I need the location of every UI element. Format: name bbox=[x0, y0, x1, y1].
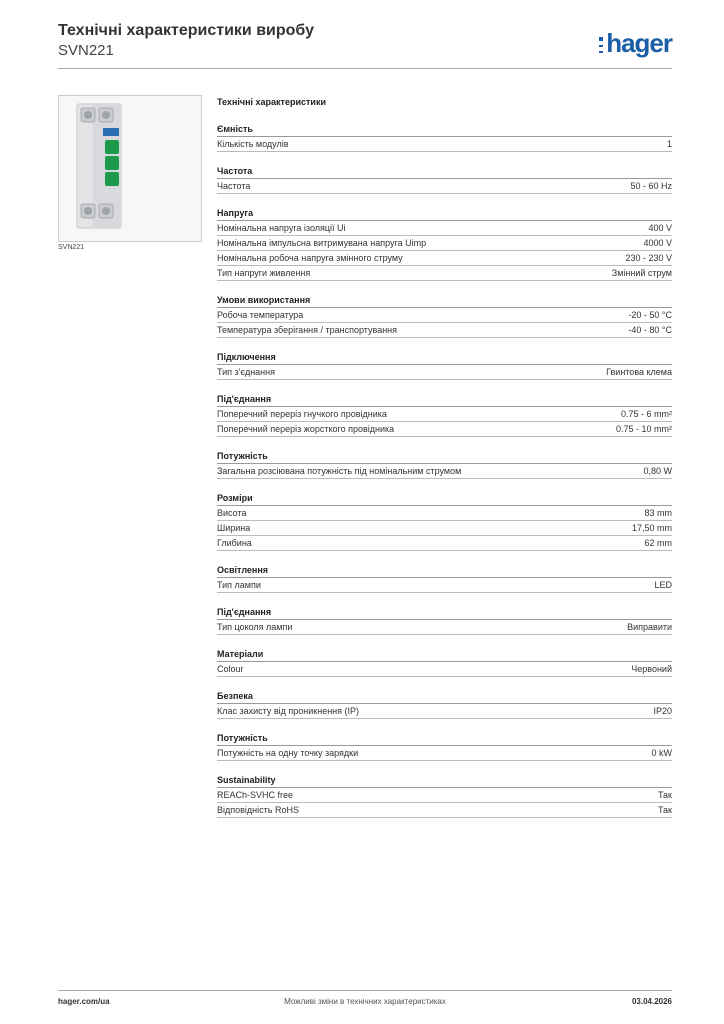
spec-row bbox=[217, 464, 672, 479]
spec-label: Загальна розсіювана потужність під номінальним струмом bbox=[217, 466, 462, 476]
spec-group bbox=[217, 774, 672, 818]
spec-row bbox=[217, 578, 672, 593]
spec-label: Ширина bbox=[217, 523, 251, 533]
spec-value: 0.75 - 10 mm² bbox=[615, 424, 672, 434]
spec-row bbox=[217, 620, 672, 635]
spec-value: 50 - 60 Hz bbox=[630, 181, 672, 191]
spec-label: Номінальна робоча напруга змінного струму bbox=[217, 253, 403, 263]
spec-row bbox=[217, 179, 672, 194]
spec-group bbox=[217, 351, 672, 380]
footer-website-link[interactable]: hager.com/ua bbox=[58, 997, 110, 1006]
spec-row bbox=[217, 407, 672, 422]
spec-group-title: Матеріали bbox=[217, 648, 672, 662]
header-divider bbox=[58, 68, 672, 69]
spec-row bbox=[217, 251, 672, 266]
spec-group bbox=[217, 690, 672, 719]
spec-value: 83 mm bbox=[644, 508, 672, 518]
product-image bbox=[58, 95, 202, 242]
spec-label: Робоча температура bbox=[217, 310, 304, 320]
spec-group-title: Sustainability bbox=[217, 774, 672, 788]
specs-title: Технічні характеристики bbox=[217, 97, 326, 107]
spec-group bbox=[217, 294, 672, 338]
spec-value: 4000 V bbox=[643, 238, 672, 248]
spec-row bbox=[217, 323, 672, 338]
spec-row bbox=[217, 803, 672, 818]
spec-label: Потужність на одну точку зарядки bbox=[217, 748, 359, 758]
spec-group-title: Підключення bbox=[217, 351, 672, 365]
spec-group-title: Ємність bbox=[217, 123, 672, 137]
spec-group bbox=[217, 450, 672, 479]
spec-group bbox=[217, 732, 672, 761]
spec-row bbox=[217, 662, 672, 677]
spec-group-title: Безпека bbox=[217, 690, 672, 704]
page-header bbox=[58, 22, 672, 60]
spec-value: 17,50 mm bbox=[631, 523, 672, 533]
spec-value: 400 V bbox=[648, 223, 672, 233]
spec-label: Тип лампи bbox=[217, 580, 261, 590]
spec-label: Частота bbox=[217, 181, 251, 191]
hager-logo bbox=[599, 28, 672, 58]
spec-value: IP20 bbox=[653, 706, 672, 716]
spec-row bbox=[217, 422, 672, 437]
spec-group bbox=[217, 564, 672, 593]
spec-row bbox=[217, 704, 672, 719]
page-title: Технічні характеристики виробу bbox=[58, 22, 314, 39]
spec-group-title: Потужність bbox=[217, 450, 672, 464]
spec-row bbox=[217, 221, 672, 236]
spec-value: -20 - 50 °C bbox=[628, 310, 672, 320]
spec-group bbox=[217, 492, 672, 551]
spec-value: Гвинтова клема bbox=[606, 367, 672, 377]
spec-group bbox=[217, 207, 672, 281]
spec-row bbox=[217, 521, 672, 536]
spec-group-title: Потужність bbox=[217, 732, 672, 746]
spec-row bbox=[217, 236, 672, 251]
spec-value: 0.75 - 6 mm² bbox=[620, 409, 672, 419]
footer-disclaimer: Можливі зміни в технічних характеристиках bbox=[284, 997, 446, 1006]
spec-value: -40 - 80 °C bbox=[628, 325, 672, 335]
spec-group-title: Під'єднання bbox=[217, 393, 672, 407]
spec-label: Відповідність RoHS bbox=[217, 805, 299, 815]
spec-value: Змінний струм bbox=[611, 268, 672, 278]
spec-group-title: Освітлення bbox=[217, 564, 672, 578]
spec-label: Поперечний переріз жорсткого провідника bbox=[217, 424, 395, 434]
spec-label: Номінальна напруга ізоляції Ui bbox=[217, 223, 346, 233]
spec-label: Кількість модулів bbox=[217, 139, 289, 149]
spec-row bbox=[217, 788, 672, 803]
spec-group-title: Умови використання bbox=[217, 294, 672, 308]
spec-label: Тип цоколя лампи bbox=[217, 622, 293, 632]
spec-group-title: Частота bbox=[217, 165, 672, 179]
logo-mark-icon bbox=[599, 37, 603, 53]
spec-row bbox=[217, 308, 672, 323]
spec-group bbox=[217, 648, 672, 677]
spec-label: Висота bbox=[217, 508, 247, 518]
spec-group bbox=[217, 606, 672, 635]
spec-value: Так bbox=[657, 805, 672, 815]
spec-value: 1 bbox=[666, 139, 672, 149]
spec-value: LED bbox=[654, 580, 672, 590]
spec-row bbox=[217, 536, 672, 551]
spec-value: 0,80 W bbox=[643, 466, 672, 476]
spec-group bbox=[217, 123, 672, 152]
spec-groups bbox=[217, 123, 672, 818]
footer-divider bbox=[58, 990, 672, 991]
spec-row bbox=[217, 365, 672, 380]
spec-value: 0 kW bbox=[651, 748, 672, 758]
spec-group bbox=[217, 165, 672, 194]
spec-label: Температура зберігання / транспортування bbox=[217, 325, 398, 335]
spec-group-title: Напруга bbox=[217, 207, 672, 221]
spec-row bbox=[217, 506, 672, 521]
spec-value: 230 - 230 V bbox=[625, 253, 672, 263]
spec-label: Тип напруги живлення bbox=[217, 268, 311, 278]
spec-value: Червоний bbox=[631, 664, 672, 674]
spec-label: REACh-SVHC free bbox=[217, 790, 294, 800]
spec-label: Номінальна імпульсна витримувана напруга Uimp bbox=[217, 238, 427, 248]
spec-label: Colour bbox=[217, 664, 244, 674]
spec-value: 62 mm bbox=[644, 538, 672, 548]
spec-group-title: Під'єднання bbox=[217, 606, 672, 620]
specifications bbox=[217, 96, 672, 831]
spec-group bbox=[217, 393, 672, 437]
spec-label: Тип з'єднання bbox=[217, 367, 275, 377]
spec-value: Так bbox=[657, 790, 672, 800]
spec-group-title: Розміри bbox=[217, 492, 672, 506]
spec-row bbox=[217, 137, 672, 152]
indicator-lamp-icon bbox=[59, 96, 201, 241]
spec-row bbox=[217, 266, 672, 281]
product-code: SVN221 bbox=[58, 42, 114, 59]
spec-label: Клас захисту від проникнення (IP) bbox=[217, 706, 360, 716]
spec-value: Виправити bbox=[627, 622, 672, 632]
spec-label: Глибина bbox=[217, 538, 252, 548]
spec-label: Поперечний переріз гнучкого провідника bbox=[217, 409, 387, 419]
footer-date: 03.04.2026 bbox=[631, 997, 672, 1006]
product-caption: SVN221 bbox=[58, 244, 85, 251]
spec-row bbox=[217, 746, 672, 761]
logo-text: hager bbox=[606, 28, 672, 58]
